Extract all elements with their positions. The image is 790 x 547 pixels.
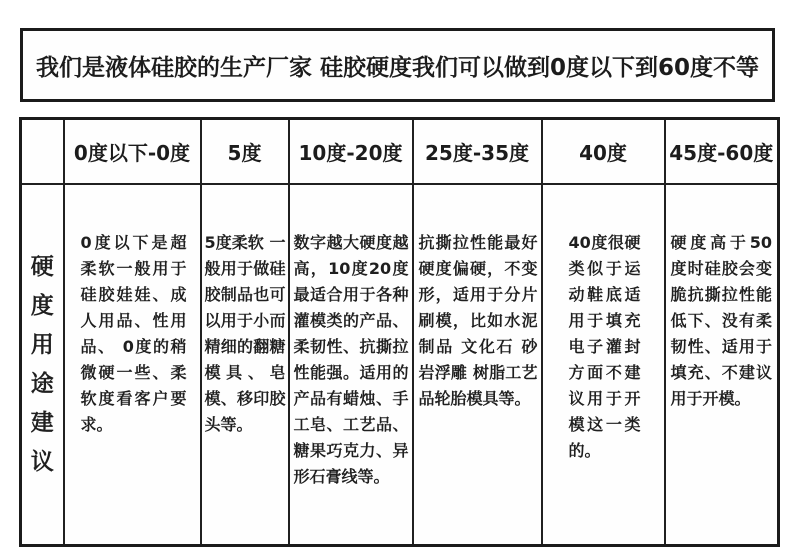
column-header-40deg: 40度 (542, 119, 665, 185)
column-header-0deg-below: 0度以下-0度 (64, 119, 201, 185)
title-banner (20, 28, 775, 102)
hardness-usage-table (19, 117, 780, 547)
body-row (21, 184, 779, 546)
row-label-hardness-usage: 硬度用途建议 (21, 184, 64, 546)
title-text: 我们是液体硅胶的生产厂家 硅胶硬度我们可以做到0度以下到60度不等 (35, 54, 760, 81)
column-header-45-60deg: 45度-60度 (665, 119, 779, 185)
column-body-10-20deg: 数字越大硬度越高，10度20度最适合用于各种灌模类的产品、柔韧性、抗撕拉性能强。适用的产品有蜡烛、手工皂、工艺品、糖果巧克力、异形石膏线等。 (289, 184, 413, 546)
column-header-10-20deg: 10度-20度 (289, 119, 413, 185)
column-body-0deg-below: 0度以下是超柔软一般用于硅胶娃娃、成人用品、性用品、 0度的稍微硬一些、柔软度看客户要求。 (64, 184, 201, 546)
corner-cell (21, 119, 64, 185)
column-body-25-35deg: 抗撕拉性能最好硬度偏硬，不变形，适用于分片刷模，比如水泥制品 文化石 砂岩浮雕 树脂工艺品轮胎模具等。 (413, 184, 542, 546)
header-row (21, 119, 779, 185)
column-header-5deg: 5度 (201, 119, 289, 185)
column-body-5deg: 5度柔软 一般用于做硅胶制品也可以用于小而精细的翻糖模具、皂模、移印胶头等。 (201, 184, 289, 546)
column-body-45-60deg: 硬度高于50度时硅胶会变脆抗撕拉性能低下、没有柔韧性、适用于填充、不建议用于开模。 (665, 184, 779, 546)
column-body-40deg: 40度很硬类似于运动鞋底适用于填充电子灌封方面不建议用于开模这一类的。 (542, 184, 665, 546)
column-header-25-35deg: 25度-35度 (413, 119, 542, 185)
